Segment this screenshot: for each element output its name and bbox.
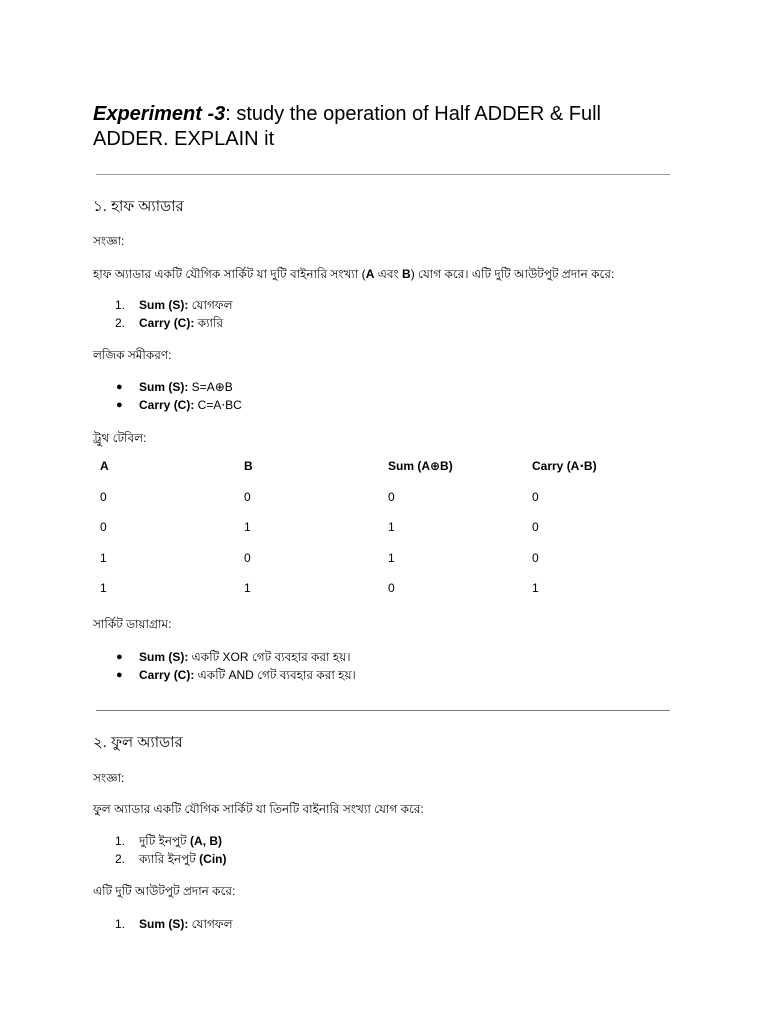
bullet-icon: ● [116, 399, 123, 411]
table-row [93, 544, 670, 575]
list-item: 1. Sum (S): যোগফল [115, 298, 233, 312]
table-cell: 1 [100, 550, 107, 565]
table-cell: 0 [532, 489, 539, 504]
full-adder-outputs-list [93, 915, 233, 933]
table-header-row [93, 452, 670, 483]
table-cell: 0 [532, 550, 539, 565]
list-item: 1. Sum (S): যোগফল [115, 917, 233, 931]
list-item: ● Sum (S): একটি XOR গেট ব্যবহার করা হয়। [116, 650, 351, 664]
divider [96, 710, 670, 711]
logic-equation-label: লজিক সমীকরণ: [93, 348, 172, 362]
half-adder-heading: ১. হাফ অ্যাডার [93, 198, 184, 215]
table-cell: 1 [244, 581, 251, 596]
full-adder-outputs-intro: এটি দুটি আউটপুট প্রদান করে: [93, 884, 236, 898]
truth-table-label: ট্রুথ টেবিল: [93, 431, 147, 445]
table-cell: 0 [100, 489, 107, 504]
table-header-cell: B [244, 459, 253, 473]
list-item: ● Carry (C): C=A⋅BC [116, 398, 242, 412]
table-row [93, 513, 670, 544]
table-row [93, 483, 670, 514]
table-cell: 0 [532, 520, 539, 535]
table-cell: 1 [388, 550, 395, 565]
table-cell: 1 [100, 581, 107, 596]
logic-equation-list [93, 378, 242, 414]
half-adder-definition-label: সংজ্ঞা: [93, 234, 125, 248]
bullet-icon: ● [116, 669, 123, 681]
table-cell: 0 [388, 489, 395, 504]
table-cell: 0 [244, 489, 251, 504]
full-adder-inputs-list [93, 832, 226, 868]
list-item: ● Carry (C): একটি AND গেট ব্যবহার করা হয়। [116, 668, 356, 682]
list-item: 1. দুটি ইনপুট (A, B) [115, 834, 223, 848]
full-adder-definition-text: ফুল অ্যাডার একটি যৌগিক সার্কিট যা তিনটি বাইনারি সংখ্যা যোগ করে: [93, 802, 424, 816]
table-header-cell: Carry (A⋅B) [532, 459, 597, 473]
half-adder-outputs-list [93, 296, 233, 332]
list-item: 2. Carry (C): ক্যারি [115, 316, 224, 330]
table-cell: 0 [100, 520, 107, 535]
full-adder-heading: ২. ফুল অ্যাডার [93, 734, 183, 751]
table-cell: 1 [388, 520, 395, 535]
page-title [93, 102, 653, 152]
list-item: ● Sum (S): S=A⊕B [116, 380, 233, 394]
truth-table [93, 452, 670, 605]
bullet-icon: ● [116, 381, 123, 393]
circuit-diagram-label: সার্কিট ডায়াগ্রাম: [93, 617, 172, 631]
table-cell: 1 [532, 581, 539, 596]
title-lead: Experiment -3 [93, 103, 226, 125]
bullet-icon: ● [116, 651, 123, 663]
full-adder-definition-label: সংজ্ঞা: [93, 771, 125, 785]
half-adder-definition-text: হাফ অ্যাডার একটি যৌগিক সার্কিট যা দুটি বাইনারি সংখ্যা (A এবং B) যোগ করে। এটি দুটি আউটপুট প্রদান করে: [93, 267, 615, 281]
title-rest: : study the operation of Half ADDER & Full ADDER. EXPLAIN it [93, 103, 601, 150]
circuit-diagram-list [93, 648, 356, 684]
table-cell: 0 [388, 581, 395, 596]
table-cell: 1 [244, 520, 251, 535]
table-cell: 0 [244, 550, 251, 565]
table-row [93, 574, 670, 605]
list-item: 2. ক্যারি ইনপুট (Cin) [115, 852, 227, 866]
table-header-cell: Sum (A⊕B) [388, 459, 453, 473]
divider [96, 174, 670, 175]
table-header-cell: A [100, 459, 109, 473]
